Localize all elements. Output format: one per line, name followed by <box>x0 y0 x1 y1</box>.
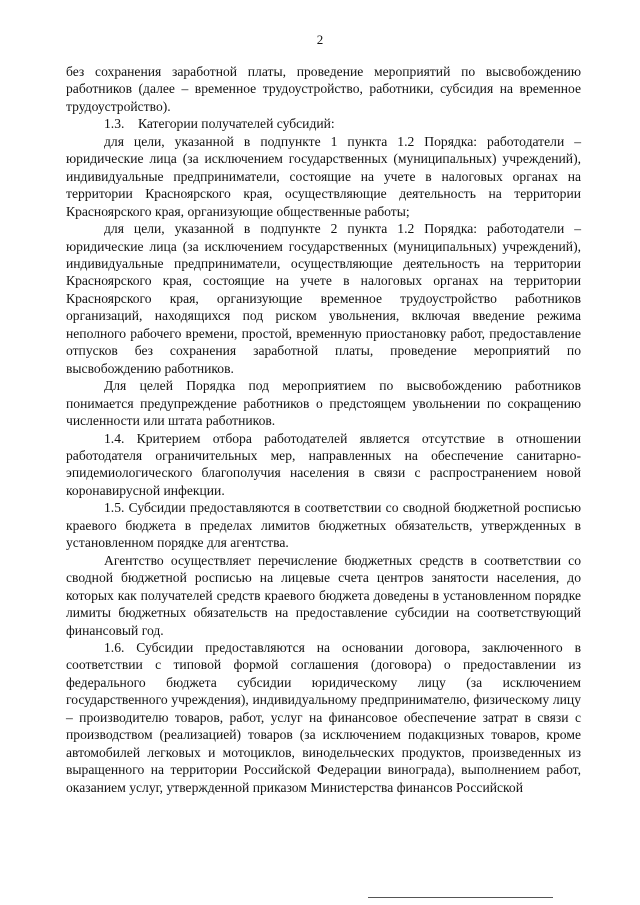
paragraph-release-definition: Для целей Порядка под мероприятием по высвобождению работников понимается предупреждение работников о предстоящем увольнении по сокращению численности или штата работников. <box>66 378 581 429</box>
paragraph-recipients-goal-2: для цели, указанной в подпункте 2 пункта 1.2 Порядка: работодатели – юридические лица (за исключением государственных (муниципальных) учреждений), индивидуальные предприниматели, осуществляющие деятельность на территории Красноярского края, состоящие на учете в налоговых органах на территории Красноярского края, организующие временное трудоустройство работников организаций, находящихся под риском увольнения, включая введение режима неполного рабочего времени, простой, временную приостановку работ, предоставление отпусков без сохранения заработной платы, проведение мероприятий по высвобождению работников. <box>66 221 581 376</box>
scan-edge-line <box>368 897 553 898</box>
paragraph-1-4: 1.4. Критерием отбора работодателей является отсутствие в отношении работодателя ограничительных мер, направленных на обеспечение санитарно-эпидемиологического благополучия населения в связи с распространением новой коронавирусной инфекции. <box>66 430 581 498</box>
paragraph-recipients-goal-1: для цели, указанной в подпункте 1 пункта 1.2 Порядка: работодатели – юридические лица (за исключением государственных (муниципальных) учреждений), индивидуальные предприниматели, состоящие на учете в налоговых органах на территории Красноярского края, осуществляющие деятельность на территории Красноярского края, организующие общественные работы; <box>66 133 581 219</box>
document-body <box>66 63 581 796</box>
paragraph-1-3-heading: 1.3. Категории получателей субсидий: <box>104 116 335 132</box>
paragraph-1-5: 1.5. Субсидии предоставляются в соответствии со сводной бюджетной росписью краевого бюджета в пределах лимитов бюджетных обязательств, утвержденных в установленном порядке для агентства. <box>66 500 581 551</box>
page-number: 2 <box>316 32 324 47</box>
paragraph-continuation: без сохранения заработной платы, проведение мероприятий по высвобождению работников (далее – временное трудоустройство, работники, субсидия на временное трудоустройство). <box>66 64 581 114</box>
paragraph-agency-transfer: Агентство осуществляет перечисление бюджетных средств в соответствии со сводной бюджетной росписью на лицевые счета центров занятости населения, до которых как получателей средств краевого бюджета доведены в установленном порядке лимиты бюджетных обязательств на предоставление субсидии на соответствующий финансовый год. <box>66 552 581 638</box>
paragraph-1-6: 1.6. Субсидии предоставляются на основании договора, заключенного в соответствии с типовой формой соглашения (договора) о предоставлении из федерального бюджета субсидии юридическому лицу (за исключением государственного учреждения), индивидуальному предпринимателю, физическому лицу – производителю товаров, работ, услуг на финансовое обеспечение затрат в связи с производством (реализацией) товаров (за исключением подакцизных товаров, кроме автомобилей легковых и мотоциклов, винодельческих продуктов, произведенных из выращенного на территории Российской Федерации винограда), выполнением работ, оказанием услуг, утвержденной приказом Министерства финансов Российской <box>66 639 581 795</box>
